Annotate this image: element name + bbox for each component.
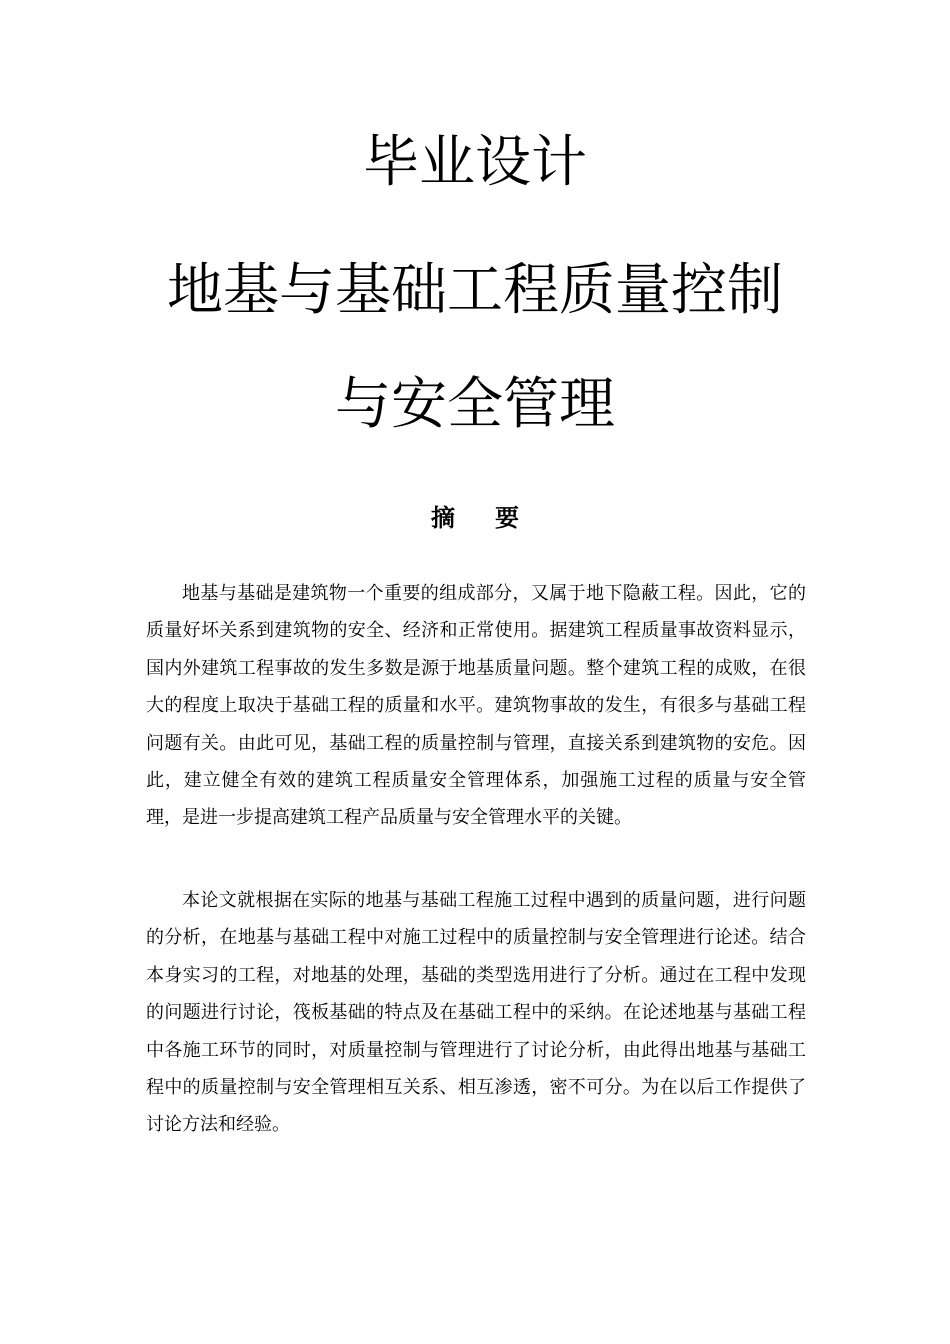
document-title-line-2: 地基与基础工程质量控制 xyxy=(167,258,783,323)
abstract-heading: 摘要 xyxy=(431,504,559,532)
document-title-line-1: 毕业设计 xyxy=(363,130,587,195)
document-title-line-3: 与安全管理 xyxy=(335,372,615,437)
abstract-paragraph-2: 本论文就根据在实际的地基与基础工程施工过程中遇到的质量问题，进行问题的分析，在地基与基础工程中对施工过程中的质量控制与安全管理进行论述。结合本身实习的工程，对地基的处理，基础的类型选用进行了分析。通过在工程中发现的问题进行讨论，筏板基础的特点及在基础工程中的采纳。在论述地基与基础工程中各施工环节的同时，对质量控制与管理进行了讨论分析，由此得出地基与基础工程中的质量控制与安全管理相互关系、相互渗透，密不可分。为在以后工作提供了讨论方法和经验。 xyxy=(146,890,806,1136)
abstract-paragraph-1: 地基与基础是建筑物一个重要的组成部分，又属于地下隐蔽工程。因此，它的质量好坏关系到建筑物的安全、经济和正常使用。据建筑工程质量事故资料显示，国内外建筑工程事故的发生多数是源于地基质量问题。整个建筑工程的成败，在很大的程度上取决于基础工程的质量和水平。建筑物事故的发生，有很多与基础工程问题有关。由此可见，基础工程的质量控制与管理，直接关系到建筑物的安危。因此，建立健全有效的建筑工程质量安全管理体系，加强施工过程的质量与安全管理，是进一步提高建筑工程产品质量与安全管理水平的关键。 xyxy=(146,583,806,829)
